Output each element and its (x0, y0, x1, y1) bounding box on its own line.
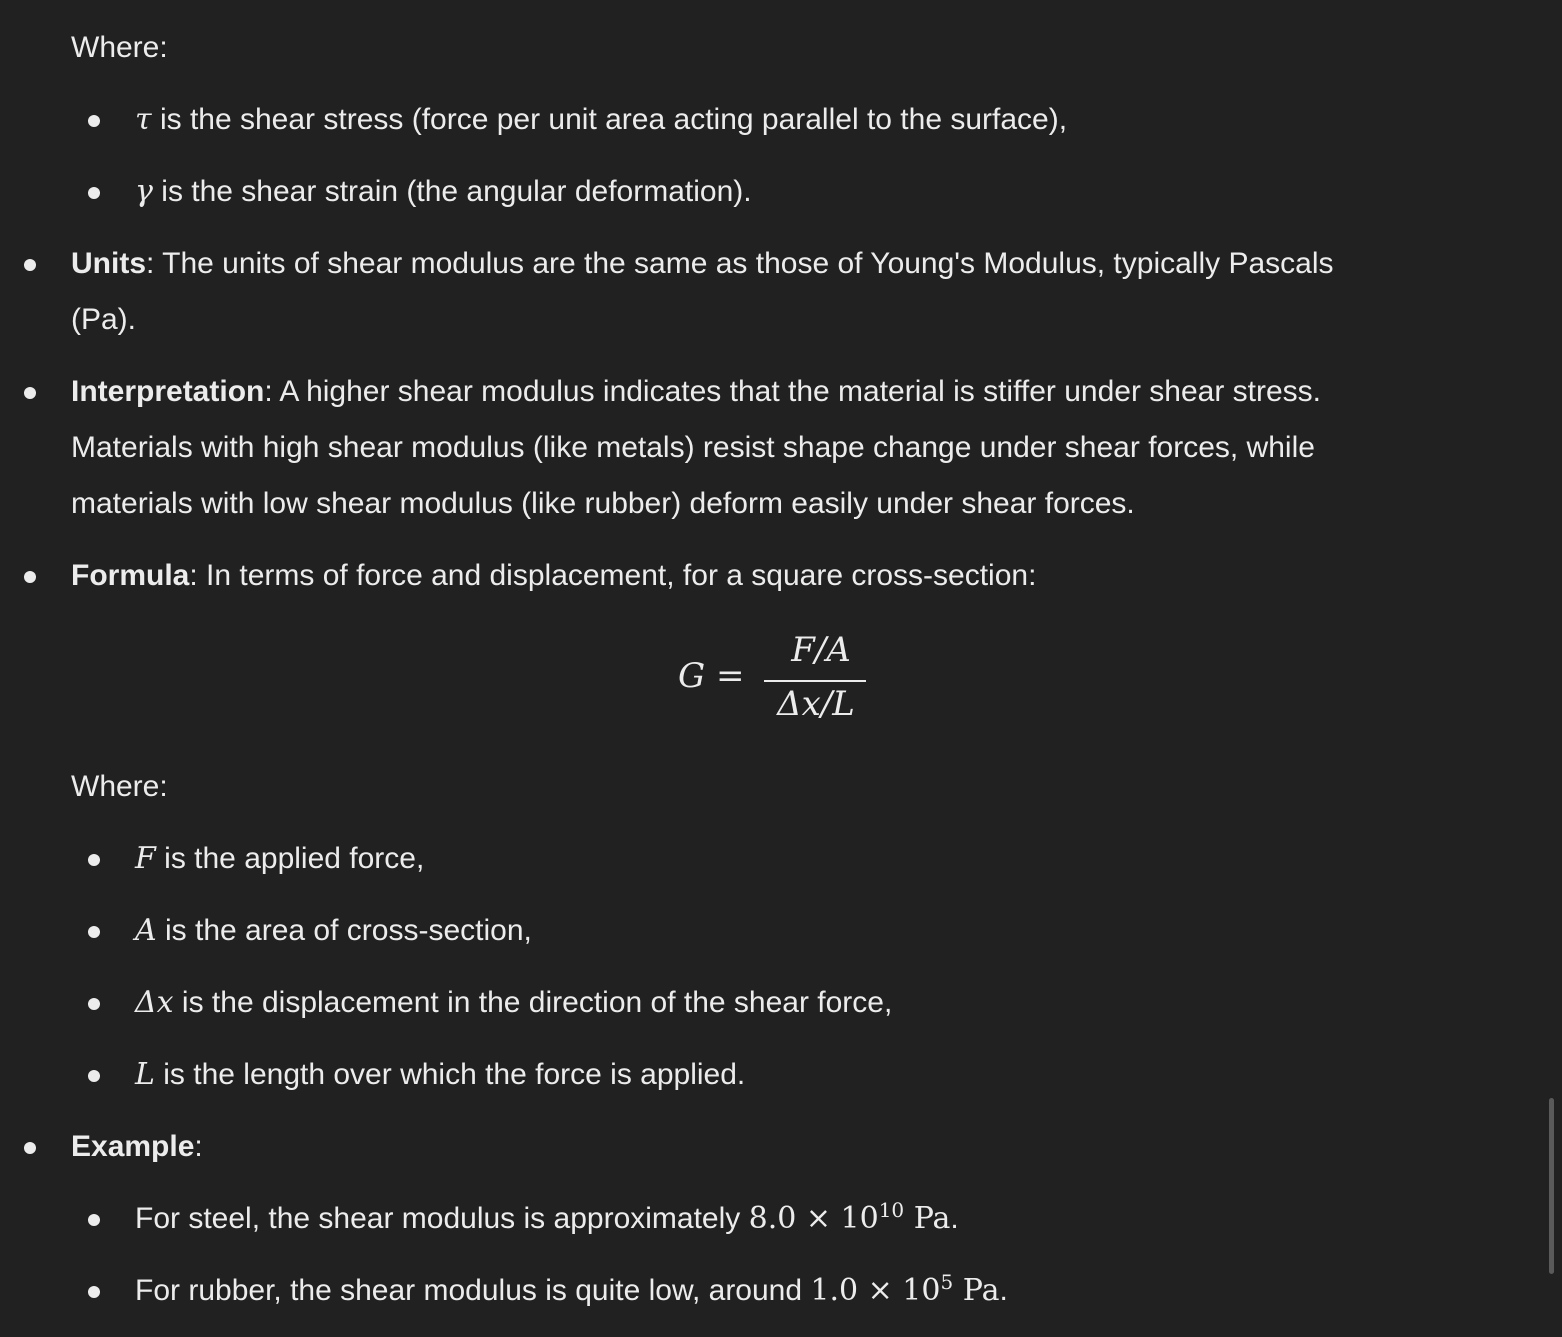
example-steel (135, 1191, 959, 1247)
units-label: Units (71, 247, 146, 280)
shear-strain-text: is the shear strain (the angular deformation). (152, 175, 752, 208)
example-colon: : (194, 1130, 203, 1163)
bullet (88, 1070, 100, 1082)
variable-length (135, 1047, 745, 1103)
bullet (88, 115, 100, 127)
rubber-exponent: 5 (940, 1270, 954, 1294)
interpretation-text: : A higher shear modulus indicates that the material is stiffer under shear stress. (264, 375, 1322, 408)
bullet (88, 187, 100, 199)
bullet (88, 1286, 100, 1298)
interpretation-label: Interpretation (71, 375, 265, 408)
steel-exponent: 10 (878, 1198, 905, 1222)
shear-stress-definition (135, 92, 1067, 148)
bullet (88, 854, 100, 866)
bullet (24, 259, 36, 271)
bullet (24, 387, 36, 399)
displacement-text: is the displacement in the direction of the shear force, (173, 986, 893, 1019)
length-text: is the length over which the force is applied. (154, 1058, 746, 1091)
example-item (71, 1119, 203, 1175)
length-symbol: L (135, 1057, 155, 1092)
formula-text: : In terms of force and displacement, for a square cross-section: (189, 559, 1037, 592)
bullet (88, 998, 100, 1010)
example-rubber (135, 1263, 1008, 1319)
bullet (24, 1142, 36, 1154)
formula-lhs: G (678, 656, 706, 696)
units-item-continued: (Pa). (71, 303, 137, 336)
steel-period: . (950, 1202, 959, 1235)
interpretation-line-3: materials with low shear modulus (like rubber) deform easily under shear forces. (71, 487, 1135, 520)
formula-item (71, 548, 1036, 604)
bullet (24, 571, 36, 583)
rubber-unit: Pa (953, 1273, 1000, 1308)
fraction-bar (764, 680, 866, 682)
bullet (88, 926, 100, 938)
where-label: Where: (71, 31, 168, 64)
formula-numerator: F/A (791, 630, 851, 670)
area-text: is the area of cross-section, (156, 914, 532, 947)
shear-strain-definition (135, 164, 752, 220)
interpretation-line-2: Materials with high shear modulus (like metals) resist shape change under shear forces, while (71, 431, 1315, 464)
where-label: Where: (71, 770, 168, 803)
rubber-period: . (999, 1274, 1008, 1307)
variable-force (135, 831, 424, 887)
formula-equals: = (716, 656, 745, 696)
example-label: Example (71, 1130, 195, 1163)
shear-modulus-formula (676, 628, 876, 738)
steel-mantissa: 8.0 × 10 (748, 1201, 879, 1236)
units-text: : The units of shear modulus are the same as those of Young's Modulus, typically Pascals (146, 247, 1334, 280)
steel-text: For steel, the shear modulus is approximately (135, 1202, 749, 1235)
interpretation-item (71, 364, 1321, 420)
units-item (71, 236, 1334, 292)
formula-denominator: Δx/L (777, 684, 855, 724)
variable-displacement (135, 975, 892, 1031)
area-symbol: A (135, 913, 157, 948)
displacement-symbol: Δx (135, 985, 174, 1020)
rubber-text: For rubber, the shear modulus is quite low, around (135, 1274, 811, 1307)
bullet (88, 1214, 100, 1226)
gamma-symbol: γ (135, 174, 153, 209)
steel-unit: Pa (904, 1201, 951, 1236)
rubber-mantissa: 1.0 × 10 (810, 1273, 941, 1308)
force-symbol: F (135, 841, 156, 876)
tau-symbol: τ (135, 102, 152, 137)
shear-stress-text: is the shear stress (force per unit area acting parallel to the surface), (151, 103, 1068, 136)
formula-label: Formula (71, 559, 190, 592)
variable-area (135, 903, 532, 959)
scrollbar-thumb[interactable] (1549, 1098, 1554, 1274)
force-text: is the applied force, (155, 842, 425, 875)
